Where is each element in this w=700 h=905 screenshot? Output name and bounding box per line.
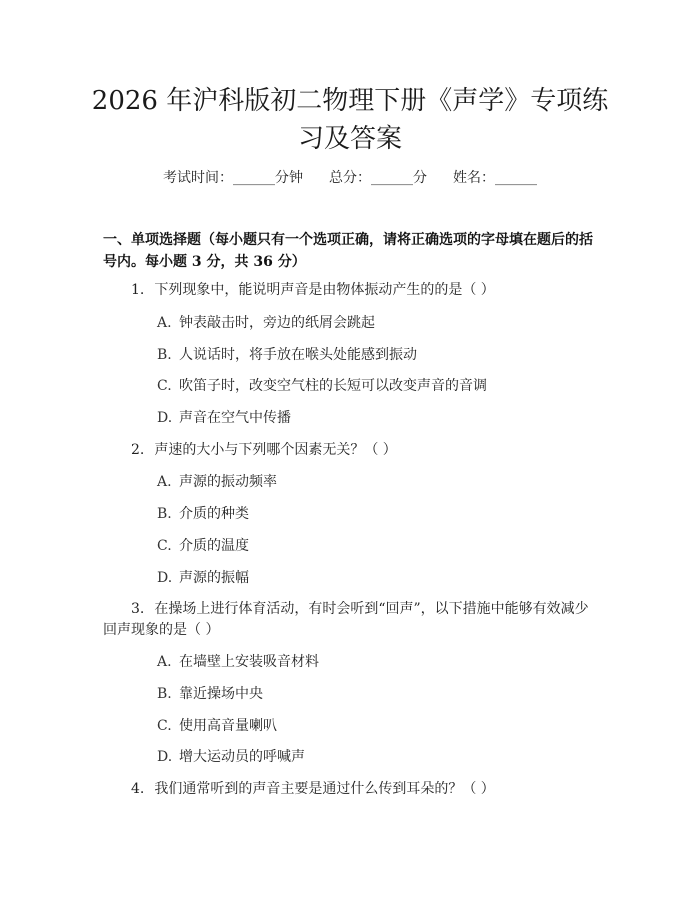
question-2-option-d — [157, 567, 249, 589]
question-3-option-b — [157, 683, 263, 705]
question-number: 3. — [131, 601, 145, 617]
option-text: 钟表敲击时，旁边的纸屑会跳起 — [179, 315, 375, 331]
option-text: 声音在空气中传播 — [179, 410, 291, 426]
option-letter: C. — [157, 538, 172, 554]
question-number: 4. — [131, 781, 145, 797]
question-3 — [131, 598, 589, 620]
question-number: 2. — [131, 442, 145, 458]
question-3-option-c — [157, 715, 277, 737]
option-text: 在墙壁上安装吸音材料 — [179, 654, 319, 670]
question-text: 我们通常听到的声音主要是通过什么传到耳朵的？（ ） — [154, 781, 495, 797]
option-text: 介质的种类 — [179, 506, 249, 522]
option-text: 声源的振动频率 — [179, 474, 277, 490]
option-text: 声源的振幅 — [179, 570, 249, 586]
question-1-option-d — [157, 407, 291, 429]
option-letter: D. — [157, 749, 173, 765]
question-text: 在操场上进行体育活动，有时会听到“回声”，以下措施中能够有效减少 — [154, 601, 589, 617]
question-2-option-c — [157, 535, 249, 557]
question-text: 声速的大小与下列哪个因素无关？（ ） — [154, 442, 397, 458]
question-3-option-d — [157, 746, 305, 768]
question-2-option-b — [157, 503, 249, 525]
exam-time-field: 考试时间：______分钟 — [163, 170, 303, 186]
option-text: 靠近操场中央 — [179, 686, 263, 702]
question-3-continuation: 回声现象的是（ ） — [103, 622, 220, 638]
question-2 — [131, 439, 397, 461]
question-4 — [131, 778, 495, 800]
question-1 — [131, 279, 495, 301]
option-text: 增大运动员的呼喊声 — [179, 749, 305, 765]
option-letter: A. — [157, 654, 172, 670]
option-letter: C. — [157, 718, 172, 734]
question-1-option-c — [157, 375, 487, 397]
option-letter: D. — [157, 570, 173, 586]
option-letter: B. — [157, 347, 172, 363]
option-letter: D. — [157, 410, 173, 426]
student-name-field: 姓名：______ — [453, 170, 537, 186]
option-text: 吹笛子时，改变空气柱的长短可以改变声音的音调 — [179, 378, 487, 394]
option-letter: A. — [157, 474, 172, 490]
exam-info-row — [0, 168, 700, 188]
option-letter: C. — [157, 378, 172, 394]
section-heading-line-2: 号内。每小题 3 分，共 36 分） — [103, 254, 306, 270]
page-title-line-2: 习及答案 — [297, 124, 402, 154]
option-text: 使用高音量喇叭 — [179, 718, 277, 734]
option-letter: A. — [157, 315, 172, 331]
option-letter: B. — [157, 686, 172, 702]
option-text: 人说话时，将手放在喉头处能感到振动 — [179, 347, 417, 363]
question-text: 下列现象中，能说明声音是由物体振动产生的的是（ ） — [154, 282, 495, 298]
total-score-field: 总分：______分 — [329, 170, 427, 186]
option-letter: B. — [157, 506, 172, 522]
question-1-option-b — [157, 344, 417, 366]
section-heading-line-1: 一、单项选择题（每小题只有一个选项正确，请将正确选项的字母填在题后的括 — [103, 232, 593, 248]
option-text: 介质的温度 — [179, 538, 249, 554]
question-3-option-a — [157, 651, 319, 673]
question-number: 1. — [131, 282, 145, 298]
question-2-option-a — [157, 471, 277, 493]
page-title-line-1: 2026 年沪科版初二物理下册《声学》专项练 — [91, 86, 609, 116]
question-1-option-a — [157, 312, 375, 334]
